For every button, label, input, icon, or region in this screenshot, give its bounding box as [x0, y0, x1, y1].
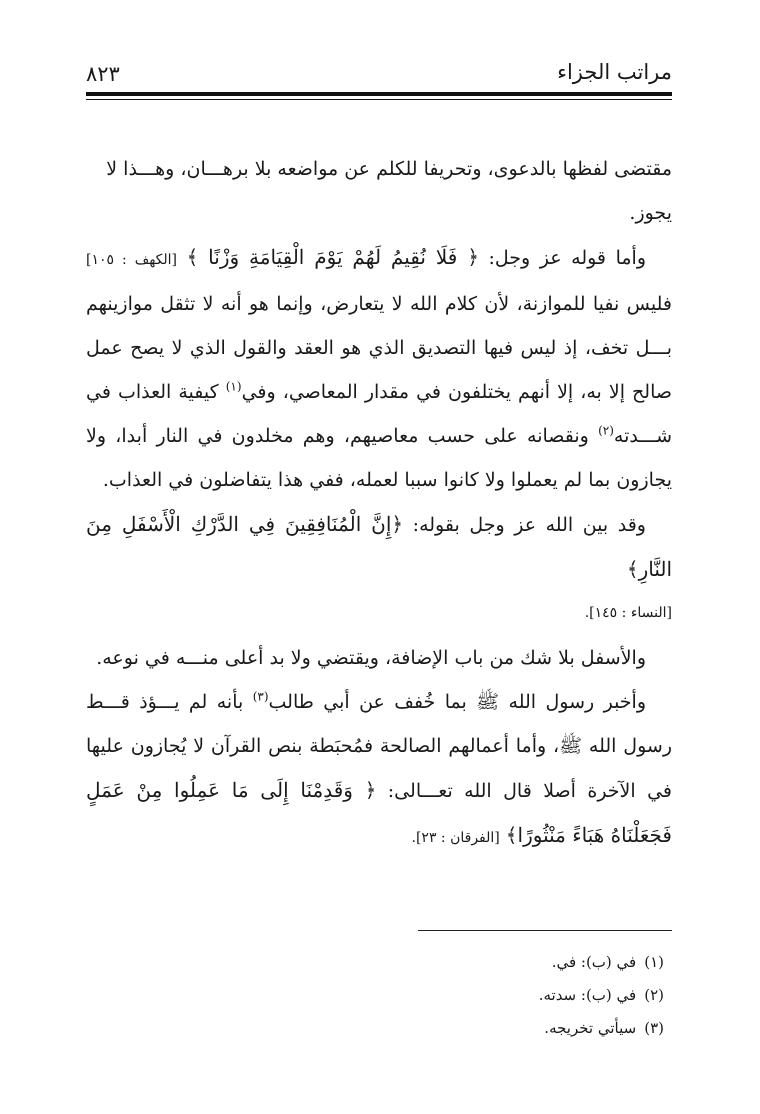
citation-nisa-line: [86, 596, 672, 630]
paragraph-1: [86, 147, 672, 235]
footnote-marker-3[interactable]: (٣): [252, 689, 269, 704]
header-rule-thin: [86, 99, 672, 100]
footnote-marker-1[interactable]: (١): [225, 379, 242, 394]
paragraph-2-intro: وأما قوله عز وجل:: [478, 247, 646, 269]
footnote-2-number: (٢): [644, 986, 664, 1004]
verse-reference-kahf: [الكهف : ١٠٥]: [86, 252, 177, 268]
paragraph-5-text-b: بأنه لم يـــؤذ قـــط رسول الله ﷺ، وأما أعمالهم الصالحة فمُحبَطة بنص القرآن لا يُجازون عليها في الآخرة أصلا قال الله تعـــالى:: [86, 691, 672, 802]
footnote-3-number: (٣): [644, 1019, 664, 1037]
paragraph-3: [86, 502, 672, 592]
quran-verse-nisa: ﴿إِنَّ الْمُنَافِقِينَ فِي الدَّرْكِ الْأَسْفَلِ مِنَ النَّارِ﴾: [86, 512, 672, 581]
page-number: ٨٢٣: [86, 62, 120, 86]
paragraph-3-intro: وقد بين الله عز وجل بقوله:: [403, 514, 646, 536]
footnote-2: [86, 979, 672, 1012]
verse-reference-furqan: [الفرقان : ٢٣].: [411, 830, 500, 846]
running-title: مراتب الجزاء: [557, 60, 672, 84]
page-header: [86, 58, 672, 90]
footnote-1: [86, 946, 672, 979]
paragraph-5: [86, 680, 672, 860]
quran-verse-furqan: ﴿ وَقَدِمْنَا إِلَى مَا عَمِلُوا مِنْ عَمَلٍ فَجَعَلْنَاهُ هَبَاءً مَنْثُورًا﴾: [86, 778, 672, 847]
verse-reference-nisa: [النساء : ١٤٥].: [584, 605, 672, 621]
quran-verse-kahf: ﴿ فَلَا نُقِيمُ لَهُمْ يَوْمَ الْقِيَامَةِ وَزْنًا ﴾: [186, 245, 479, 269]
footnote-1-text: في (ب): في.: [551, 953, 637, 971]
footnote-2-text: في (ب): سدته.: [538, 986, 637, 1004]
header-rule-thick: [86, 92, 672, 96]
footnote-1-number: (١): [644, 953, 664, 971]
paragraph-2: [86, 235, 672, 502]
paragraph-2-text-c: ونقصانه على حسب معاصيهم، وهم مخلدون في النار أبدا، ولا يجازون بما لم يعملوا ولا كانوا سببا لعمله، ففي هذا يتفاضلون في العذاب.: [86, 425, 672, 491]
footnote-separator: [418, 930, 672, 931]
main-text: [86, 147, 672, 860]
footnotes: [86, 946, 672, 1045]
paragraph-2-text-a: فليس نفيا للموازنة، لأن كلام الله لا يتعارض، وإنما هو أنه لا تثقل موازينهم بـــل تخف، إذ ليس فيها التصديق الذي هو العقد والقول الذي لا يصح عمل صالح إلا به، إلا أنهم يختلفون في مقدار المعاصي، وفي: [86, 293, 672, 403]
paragraph-4: والأسفل بلا شك من باب الإضافة، ويقتضي ولا بد أعلى منـــه في نوعه.: [96, 647, 646, 669]
footnote-3-text: سيأتي تخريجه.: [544, 1019, 637, 1037]
paragraph-1-line-2: يجوز.: [629, 202, 672, 224]
footnote-marker-2[interactable]: (٢): [598, 423, 614, 438]
paragraph-5-text-a: وأخبر رسول الله ﷺ بما خُفف عن أبي طالب: [268, 691, 647, 713]
paragraph-1-line-1: مقتضى لفظها بالدعوى، وتحريفا للكلم عن مواضعه بلا برهـــان، وهـــذا لا: [106, 158, 672, 180]
footnote-3: [86, 1012, 672, 1045]
paragraph-2-text-b: كيفية العذاب في شـــدته: [86, 381, 672, 447]
